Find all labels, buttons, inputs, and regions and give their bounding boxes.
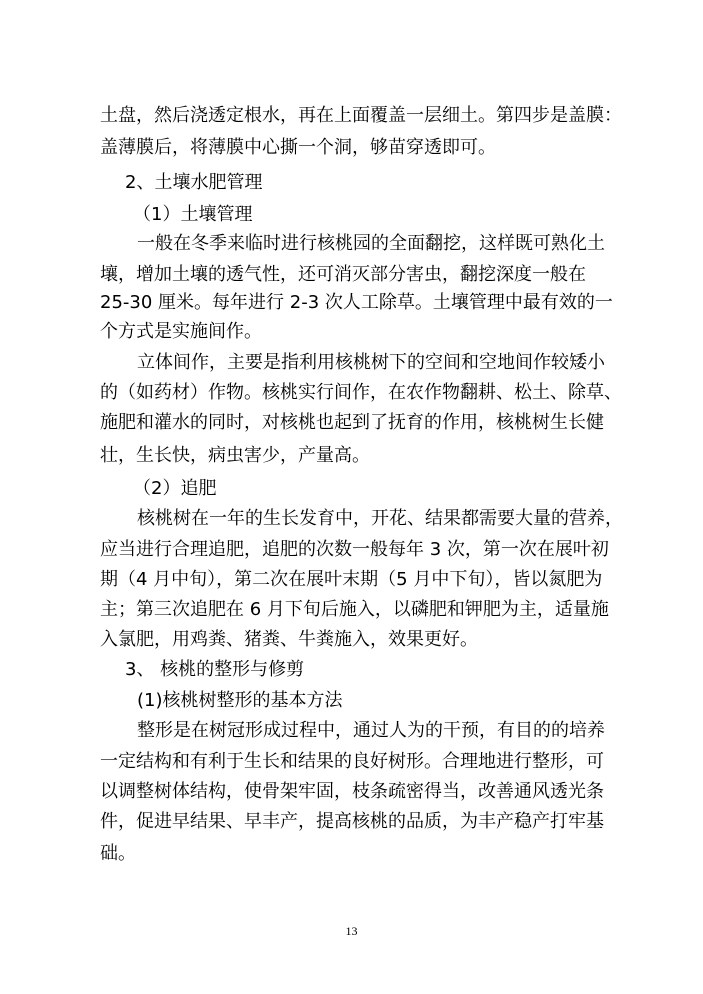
text-line-8: 个方式是实施间作。 [100,321,262,342]
text-line-24: 件，促进早结果、早丰产，提高核桃的品质，为丰产稳产打牢基 [100,811,604,832]
text-line-14: 核桃树在一年的生长发育中，开花、结果都需要大量的营养， [137,508,623,529]
subsection-heading-soil-management: （1）土壤管理 [133,204,253,225]
section-heading-pruning: 3、 核桃的整形与修剪 [125,659,305,680]
subsection-heading-shaping-method: (1)核桃树整形的基本方法 [137,690,343,711]
text-line-7: 25-30 厘米。每年进行 2-3 次人工除草。土壤管理中最有效的一 [100,292,613,313]
text-line-5: 一般在冬季来临时进行核桃园的全面翻挖，这样既可熟化土 [137,233,605,254]
text-line-9: 立体间作，主要是指利用核桃树下的空间和空地间作较矮小 [137,352,605,373]
text-line-25: 础。 [100,843,136,864]
text-line-11: 施肥和灌水的同时，对核桃也起到了抚育的作用，核桃树生长健 [100,412,604,433]
text-line-21: 整形是在树冠形成过程中，通过人为的干预，有目的的培养 [137,720,605,741]
text-line-22: 一定结构和有利于生长和结果的良好树形。合理地进行整形，可 [100,751,604,772]
text-line-23: 以调整树体结构，使骨架牢固，枝条疏密得当，改善通风透光条 [100,781,604,802]
subsection-heading-topdressing: （2）追肥 [133,478,217,499]
page-number: 13 [345,924,358,938]
text-line-2: 盖薄膜后，将薄膜中心撕一个洞，够苗穿透即可。 [100,137,496,158]
text-line-18: 入氯肥，用鸡粪、猪粪、牛粪施入，效果更好。 [100,629,478,650]
text-line-6: 壤，增加土壤的透气性，还可消灭部分害虫，翻挖深度一般在 [100,264,586,285]
text-line-17: 主；第三次追肥在 6 月下旬后施入，以磷肥和钾肥为主，适量施 [100,599,609,620]
text-line-15: 应当进行合理追肥，追肥的次数一般每年 3 次，第一次在展叶初 [100,539,609,560]
section-heading-soil-water-fertilizer: 2、土壤水肥管理 [125,172,263,193]
text-line-1: 土盘，然后浇透定根水，再在上面覆盖一层细土。第四步是盖膜： [100,105,622,126]
text-line-12: 壮，生长快，病虫害少，产量高。 [100,445,370,466]
text-line-10: 的（如药材）作物。核桃实行间作，在农作物翻耕、松土、除草、 [100,382,622,403]
text-line-16: 期（4 月中旬），第二次在展叶末期（5 月中下旬），皆以氮肥为 [100,569,603,590]
